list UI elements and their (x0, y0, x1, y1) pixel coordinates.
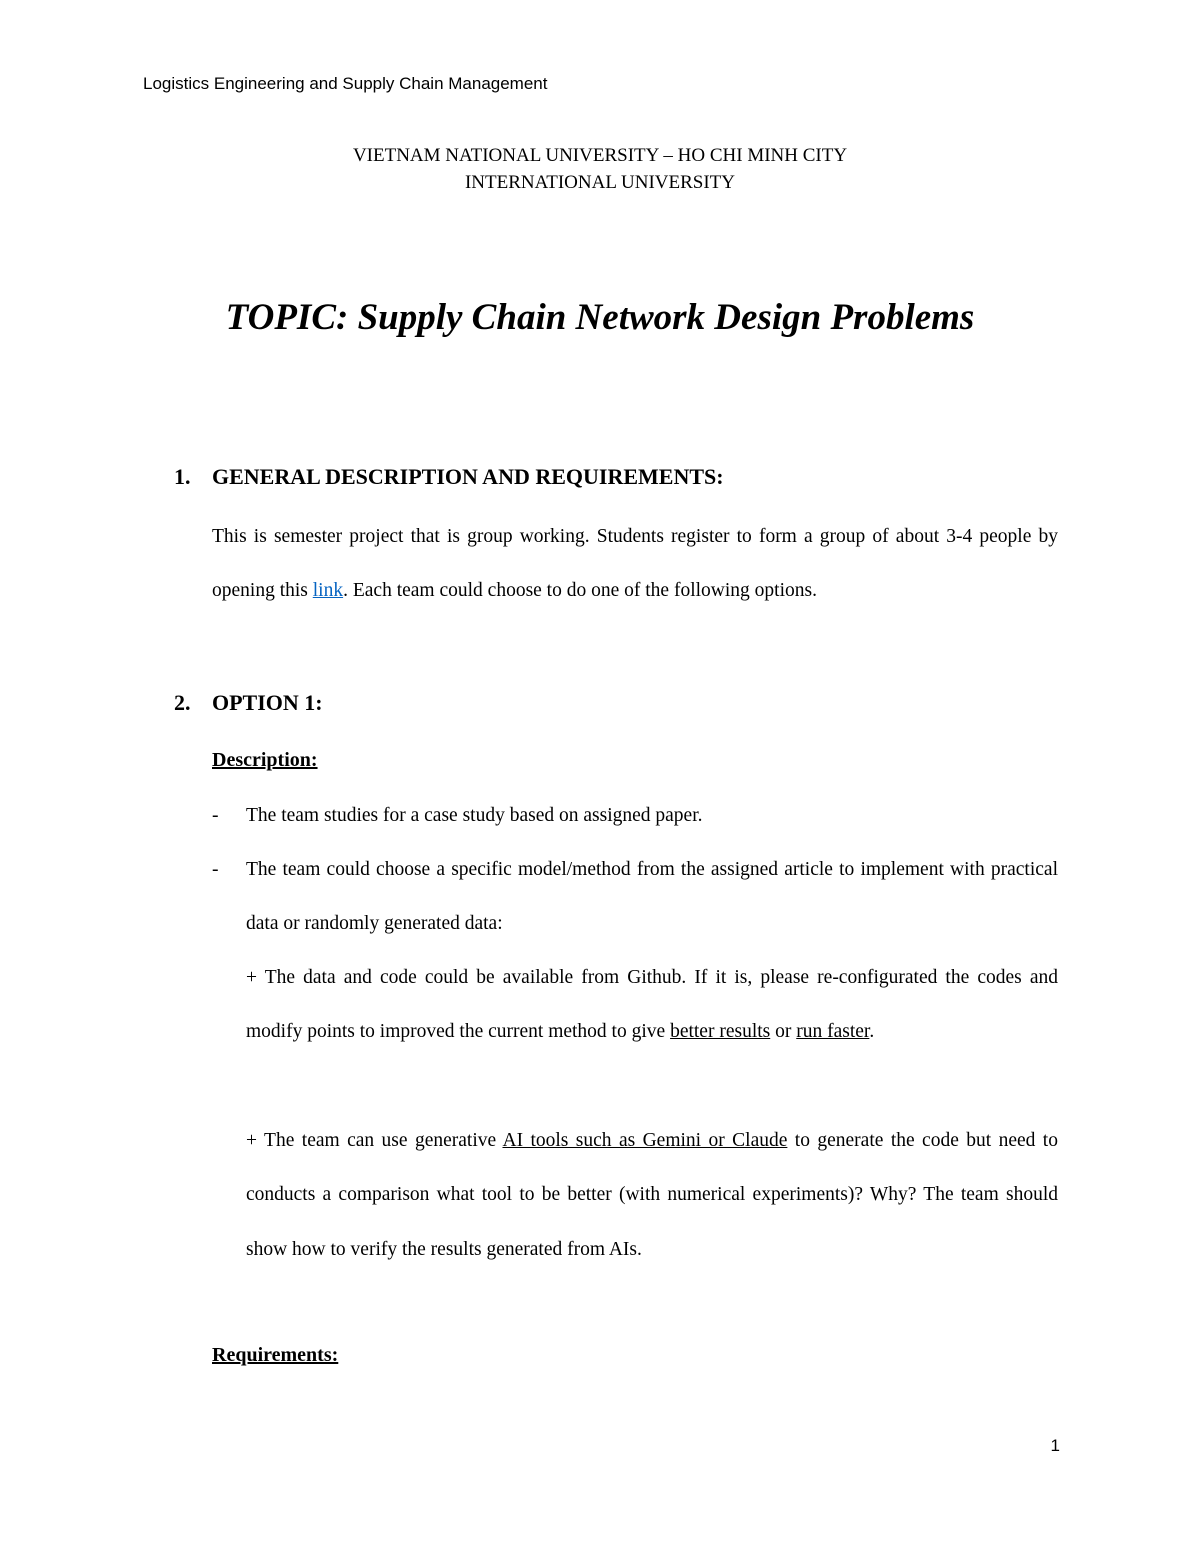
section-2-number: 2. (174, 690, 191, 715)
run-faster-text: run faster (796, 1021, 870, 1043)
sub-item-github-or: or (770, 1021, 797, 1043)
section-2-heading (174, 690, 323, 716)
sub-item-ai-tools (246, 1114, 1058, 1277)
running-header: Logistics Engineering and Supply Chain Management (143, 74, 548, 93)
university-line-2: INTERNATIONAL UNIVERSITY (464, 172, 735, 193)
sub-item-github (246, 951, 1058, 1060)
section-1-title: GENERAL DESCRIPTION AND REQUIREMENTS: (212, 464, 724, 489)
paragraph-text-before-link: This is semester project that is group working. Students register to form a group of about 3-4 people by opening this (212, 526, 1058, 602)
sub-item-ai-text-start: + The team can use generative (246, 1130, 503, 1151)
document-title: TOPIC: Supply Chain Network Design Problems (225, 297, 975, 338)
better-results-text: better results (670, 1021, 771, 1043)
paragraph-text-after-link: . Each team could choose to do one of the following options. (343, 580, 817, 602)
bullet-item-1: The team studies for a case study based on assigned paper. (246, 805, 703, 826)
bullet-dash-2: - (212, 859, 219, 880)
sub-item-github-end: . (869, 1021, 875, 1043)
university-line-1: VIETNAM NATIONAL UNIVERSITY – HO CHI MINH CITY (352, 145, 848, 166)
register-link[interactable]: link (312, 580, 344, 602)
bullet-dash-1: - (212, 805, 219, 826)
section-2-title: OPTION 1: (212, 690, 323, 715)
section-1-heading (174, 464, 724, 490)
page-number: 1 (1050, 1436, 1060, 1455)
section-1-number: 1. (174, 464, 191, 489)
bullet-item-2: The team could choose a specific model/method from the assigned article to implement with practical data or randomly generated data: (246, 859, 1058, 935)
ai-tools-text: AI tools such as Gemini or Claude (502, 1130, 788, 1151)
section-1-paragraph (212, 510, 1058, 619)
sub-item-ai-text-end: to generate the code but need to conducts a comparison what tool to be better (with numerical experiments)? Why? The team should show how to verify the results generated from AIs. (246, 1130, 1058, 1260)
sub-item-github-text: + The data and code could be available from Github. If it is, please re-configurated the codes and modify points to improved the current method to give (246, 967, 1058, 1043)
requirements-label: Requirements: (212, 1344, 339, 1366)
description-label: Description: (212, 749, 318, 771)
